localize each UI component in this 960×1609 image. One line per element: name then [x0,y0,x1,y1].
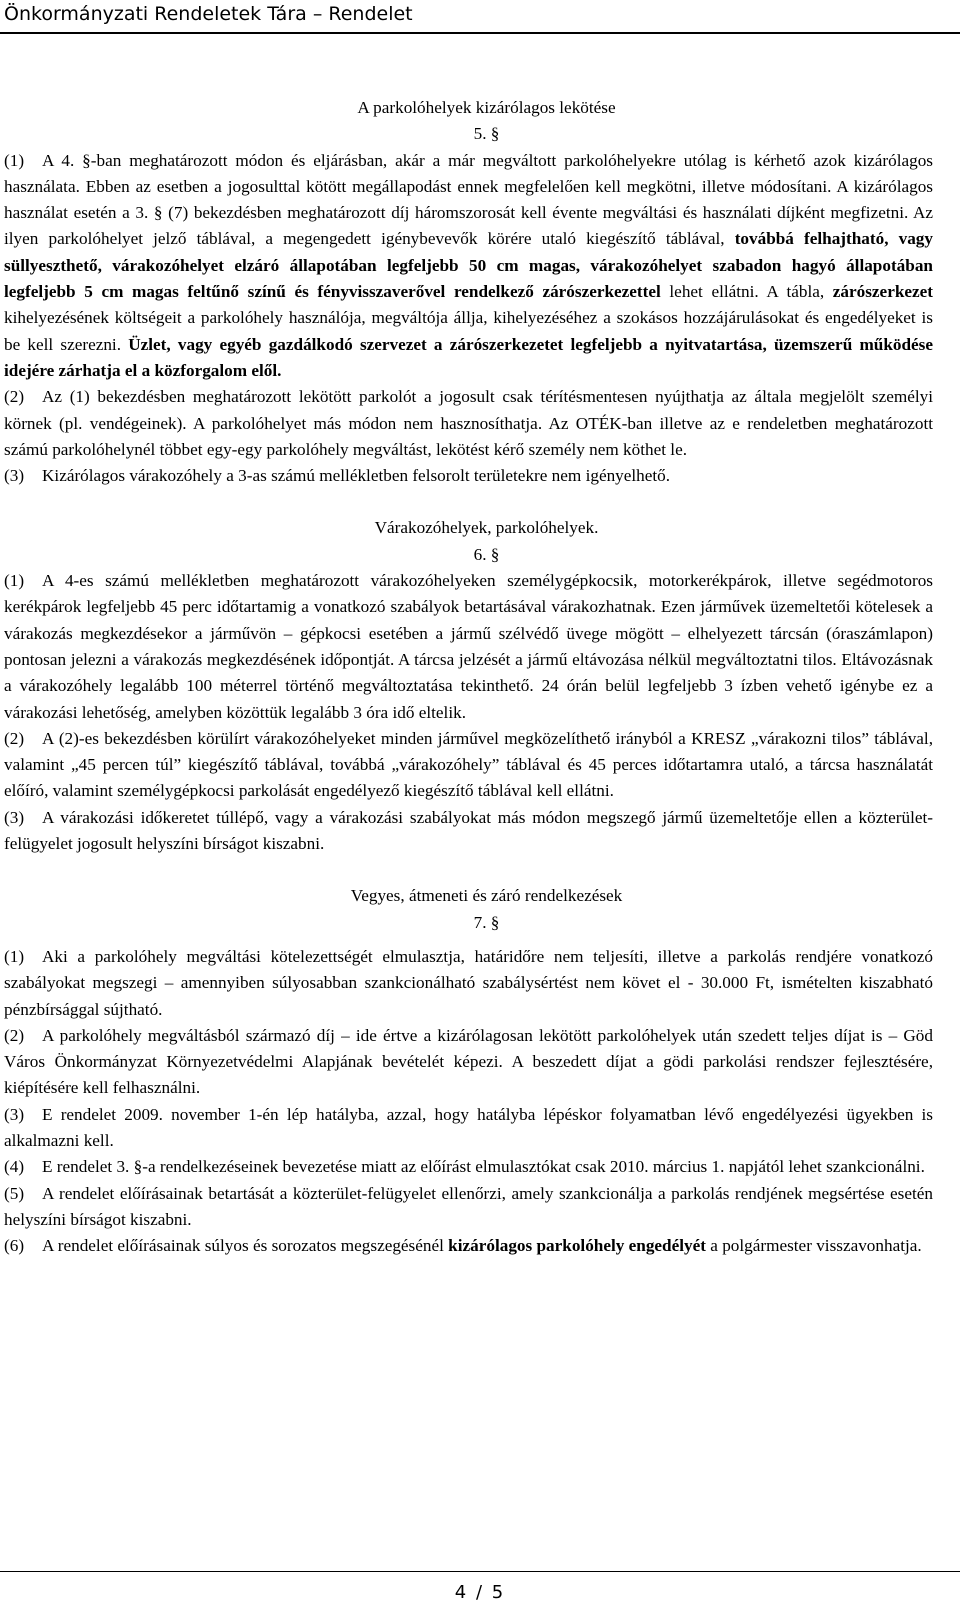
section-number: 6. § [473,544,500,564]
bold-text: kizárólagos parkolóhely engedélyét [448,1236,706,1256]
bold-text: Üzlet, vagy egyéb gazdálkodó szervezet a zárószerkezetet legfeljebb a nyitvatartása, üzemszerű működése idejére zárhatja el a közforgalom elől. [4,334,933,380]
paragraph-text: A 4-es számú mellékletben meghatározott várakozóhelyeken személygépkocsik, motorkerékpárok, illetve segédmotoros kerékpárok legfeljebb 45 perc időtartamig a vonatkozó szabályok betartásával várakozhatnak. Ezen járművek üzemeltetői kötelesek a várakozás megkezdésekor a járművön – gépkocsi esetében a jármű szélvédő üvege mögött – elhelyezett tárcsán (óraszámlapon) pontosan jelezni a várakozás megkezdésének időpontját. A tárcsa jelzését a jármű eltávozása nélkül megváltoztatni tilos. Eltávozásnak a várakozóhely legalább 100 méterrel történő megváltoztatása tekinthető. 24 órán belül legfeljebb 3 ízben vehető igénybe ez a várakozási lehetőség, amelyben közöttük legalább 3 óra idő eltelik. [4,571,933,722]
section-title: Vegyes, átmeneti és záró rendelkezések [350,886,623,906]
paragraph [4,726,933,805]
bold-text: továbbá felhajtható, vagy süllyeszthető, várakozóhelyet elzáró állapotában legfeljebb 50 cm magas, várakozóhelyet szabadon hagyó állapotában legfeljebb 5 cm magas feltűnő színű és fényvisszaverővel rendelkező zárószerkezettel [4,229,933,302]
paragraph-text: Aki a parkolóhely megváltási kötelezettségét elmulasztja, határidőre nem teljesíti, illetve a parkolás rendjére vonatkozó szabályokat megszegi – amennyiben súlyosabban szankcionálható szabálysértést nem követ el - 30.000 Ft, ismételten kiszabható pénzbírsággal sújtható. [4,946,933,1019]
paragraph-text: A várakozási időkeretet túllépő, vagy a várakozási szabályokat más módon megszegő jármű üzemeltetője ellen a közterület-felügyelet jogosult helyszíni bírságot kiszabni. [4,807,933,854]
paragraph-text: A 4. §-ban meghatározott módon és eljárásban, akár a már megváltott parkolóhelyekre utólag is kérhető azok kizárólagos használata. Ebben az esetben a jogosulttal kötött megállapodást ennek megfelelően kell megkötni, illetve módosítani. A kizárólagos használat esetén a 3. § (7) bekezdésben meghatározott díj háromszorosát kell évente megváltási és használati díjként megfizetni. Az ilyen parkolóhelyet jelző táblával, a megengedett igénybevevők körére utaló kiegészítő táblával, továbbá felhajtható, vagy süllyeszthető, várakozóhelyet elzáró állapotában legfeljebb 50 cm magas, várakozóhelyet szabadon hagyó állapotában legfeljebb 5 cm magas feltűnő színű és fényvisszaverővel rendelkező zárószerkezettel lehet ellátni. A tábla, zárószerkezet kihelyezésének költségeit a parkolóhely használója, megváltója állja, kihelyezéséhez a szokásos hozzájárulásokat és engedélyeket is be kell szerezni. Üzlet, vagy egyéb gazdálkodó szervezet a zárószerkezetet legfeljebb a nyitvatartása, üzemszerű működése idejére zárhatja el a közforgalom elől. [4,150,933,380]
document-body [4,95,933,1259]
paragraph [4,1233,933,1259]
section-title: A parkolóhelyek kizárólagos lekötése [357,98,616,117]
paragraph-number: (2) [4,728,25,748]
paragraph-number: (1) [4,946,25,966]
paragraph [4,805,933,858]
section-number: 5. § [473,124,500,144]
paragraph [4,148,933,385]
paragraph-text: E rendelet 3. §-a rendelkezéseinek bevezetése miatt az előírást elmulasztókat csak 2010. március 1. napjától lehet szankcionálni. [42,1157,925,1177]
paragraph-text: Kizárólagos várakozóhely a 3-as számú mellékletben felsorolt területekre nem igényelhető. [42,466,671,486]
page-number: 4 / 5 [454,1582,506,1603]
paragraph-number: (3) [4,1104,25,1124]
paragraph [4,463,933,489]
paragraph-number: (2) [4,1025,25,1045]
paragraph [4,1023,933,1102]
paragraph [4,568,933,726]
bold-text: zárószerkezet [832,282,933,302]
paragraph [4,1181,933,1234]
paragraph [4,1154,933,1180]
paragraph [4,384,933,463]
paragraph-number: (3) [4,466,25,486]
paragraph-number: (5) [4,1183,25,1203]
paragraph-number: (1) [4,150,25,170]
page-header [0,0,960,34]
header-title: Önkormányzati Rendeletek Tára – Rendelet [4,3,413,25]
paragraph-text: Az (1) bekezdésben meghatározott lekötött parkolót a jogosult csak térítésmentesen nyújthatja az általa megjelölt személyi körnek (pl. vendégeinek). A parkolóhelyet más módon nem hasznosíthatja. Az OTÉK-ban illetve az e rendeletben meghatározott számú parkolóhelynél többet egy-egy parkolóhely megváltást, lekötést kérő személy nem köthet le. [4,387,933,459]
paragraph-number: (6) [4,1236,25,1256]
paragraph-text: A (2)-es bekezdésben körülírt várakozóhelyeket minden járművel megközelíthető irányból a KRESZ „várakozni tilos” táblával, valamint „45 percen túl” kiegészítő táblával, továbbá „várakozóhely” táblával és 45 perces időtartamra utaló, a tárcsa használatát előíró, valamint személygépkocsi parkolását engedélyező kiegészítő táblával kell ellátni. [4,728,933,801]
paragraph-text: A rendelet előírásainak súlyos és sorozatos megszegésénél kizárólagos parkolóhely engedélyét a polgármester visszavonhatja. [42,1236,922,1256]
paragraph-number: (1) [4,571,25,591]
page-footer [0,1571,960,1609]
paragraph-number: (2) [4,387,25,407]
paragraph-text: E rendelet 2009. november 1-én lép hatályba, azzal, hogy hatályba lépéskor folyamatban lévő engedélyezési ügyekben is alkalmazni kell. [4,1104,933,1150]
paragraph [4,1102,933,1155]
paragraph-text: A parkolóhely megváltásból származó díj – ide értve a kizárólagosan lekötött parkolóhelyek után szedett teljes díjat is – Göd Város Önkormányzat Környezetvédelmi Alapjának bevételét képezi. A beszedett díjat a gödi parkolási rendszer fejlesztésére, kiépítésére kell felhasználni. [4,1025,933,1098]
paragraph-text: A rendelet előírásainak betartását a közterület-felügyelet ellenőrzi, amely szankcionálja a parkolás rendjének megsértése esetén helyszíni bírságot kiszabni. [4,1183,933,1229]
section-number: 7. § [473,912,500,932]
paragraph-number: (4) [4,1157,25,1177]
paragraph [4,944,933,1023]
paragraph-number: (3) [4,807,25,827]
section-title: Várakozóhelyek, parkolóhelyek. [374,518,599,538]
